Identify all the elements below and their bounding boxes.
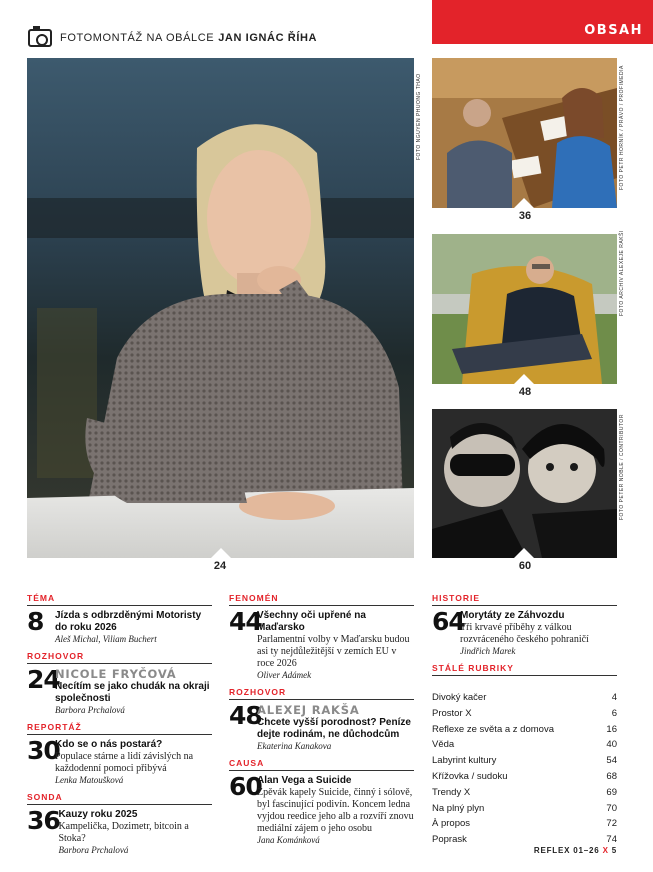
photo-page-number: 60 bbox=[518, 560, 532, 572]
page-number: 5 bbox=[611, 846, 617, 855]
photo-credit: FOTO PETR HORNÍK / PRÁVO / PROFIMEDIA bbox=[619, 65, 625, 190]
regular-section-name: À propos bbox=[432, 818, 471, 830]
regular-section-page: 68 bbox=[606, 770, 617, 782]
page-pointer bbox=[514, 548, 534, 558]
regular-section-page: 72 bbox=[606, 818, 617, 830]
magazine-issue: REFLEX 01–26 bbox=[533, 846, 600, 855]
toc-entry[interactable] bbox=[27, 738, 212, 786]
entry-title: Necítím se jako chudák na okraji společnosti bbox=[55, 681, 210, 704]
entry-author: Jindřich Marek bbox=[460, 646, 516, 656]
toc-entry[interactable] bbox=[432, 609, 617, 657]
photo-60 bbox=[432, 409, 617, 558]
regular-section-item[interactable] bbox=[432, 769, 617, 785]
regular-section-name: Prostor X bbox=[432, 707, 472, 719]
toc-entry[interactable] bbox=[27, 609, 212, 645]
photo-48 bbox=[432, 234, 617, 384]
regular-section-name: Křížovka / sudoku bbox=[432, 770, 508, 782]
entry-description: Kampelička, Dozimetr, bitcoin a Stoka? bbox=[58, 821, 189, 844]
regular-section-page: 74 bbox=[606, 834, 617, 846]
entry-title: Kdo se o nás postará? bbox=[55, 739, 163, 750]
toc-entry[interactable] bbox=[229, 774, 414, 846]
regular-section-item[interactable] bbox=[432, 753, 617, 769]
entry-description: Zpěvák kapely Suicide, činný i sólově, byl fascinující podivín. Koncem ledna vyjdou reedice jeho alb a rozvíří znovu mediální zájem o jeho osobu bbox=[257, 787, 414, 834]
section-label: HISTORIE bbox=[432, 593, 617, 606]
entry-person: NICOLE FRYČOVÁ bbox=[55, 667, 177, 681]
entry-description: Tři krvavé příběhy z válkou rozvráceného českého pohraničí bbox=[460, 622, 589, 645]
regular-section-name: Divoký kačer bbox=[432, 692, 487, 703]
brand-mark: X bbox=[602, 846, 609, 855]
page-pointer bbox=[514, 198, 534, 208]
section-label: ROZHOVOR bbox=[229, 687, 414, 700]
man-in-chair-image bbox=[432, 234, 617, 384]
toc-entry[interactable] bbox=[27, 808, 212, 856]
regular-section-item[interactable] bbox=[432, 722, 617, 738]
toc-entry[interactable] bbox=[229, 609, 414, 681]
portrait-woman-image bbox=[27, 58, 414, 558]
entry-author: Ekaterina Kanakova bbox=[257, 741, 332, 751]
page-footer bbox=[534, 846, 617, 855]
entry-author: Oliver Adámek bbox=[257, 670, 312, 680]
photo-credit: FOTO ARCHIV ALEXEJE RAKŠI bbox=[619, 230, 625, 316]
alan-vega-image bbox=[432, 409, 617, 558]
section-label: SONDA bbox=[27, 792, 212, 805]
entry-page: 64 bbox=[432, 607, 465, 636]
regular-section-name: Poprask bbox=[432, 834, 467, 846]
toc-column-2 bbox=[229, 593, 414, 852]
entry-description: Parlamentní volby v Maďarsku budou asi ty nejdůležitější v zemích EU v roce 2026 bbox=[257, 634, 410, 669]
photo-credit: FOTO PETER NOBLE / CONTRIBUTOR bbox=[619, 414, 625, 520]
regular-section-item[interactable] bbox=[432, 801, 617, 817]
camera-icon bbox=[28, 29, 52, 47]
photo-credit: FOTO NGUYEN PHUONG THAO bbox=[416, 73, 422, 160]
toc-entry[interactable] bbox=[27, 667, 212, 716]
entry-author: Lenka Matoušková bbox=[55, 775, 124, 785]
regular-section-name: Věda bbox=[432, 739, 455, 751]
regular-section-page: 6 bbox=[611, 707, 617, 719]
section-title: OBSAH bbox=[584, 23, 643, 38]
regular-section-item[interactable] bbox=[432, 706, 617, 722]
section-banner bbox=[432, 0, 653, 44]
section-label: ROZHOVOR bbox=[27, 651, 212, 664]
entry-page: 36 bbox=[27, 806, 60, 835]
regular-section-page: 54 bbox=[606, 755, 617, 767]
toc-column-3 bbox=[432, 593, 617, 848]
entry-page: 44 bbox=[229, 607, 262, 636]
section-label: STÁLÉ RUBRIKY bbox=[432, 663, 617, 676]
entry-title: Všechny oči upřené na Maďarsko bbox=[257, 610, 366, 633]
regular-section-name: Reflexe ze světa a z domova bbox=[432, 723, 554, 735]
section-label: TÉMA bbox=[27, 593, 212, 606]
entry-title: Alan Vega a Suicide bbox=[257, 775, 352, 786]
photo-page-number: 36 bbox=[518, 210, 532, 222]
entry-title: Chcete vyšší porodnost? Peníze dejte rodinám, ne důchodcům bbox=[257, 717, 411, 740]
section-label: FENOMÉN bbox=[229, 593, 414, 606]
regular-section-item[interactable] bbox=[432, 816, 617, 832]
regular-section-page: 4 bbox=[611, 692, 617, 703]
photo-page-number: 48 bbox=[518, 386, 532, 398]
photo-page-number: 24 bbox=[213, 560, 227, 572]
main-photo bbox=[27, 58, 414, 558]
page-pointer bbox=[211, 548, 231, 558]
regular-section-name: Labyrint kultury bbox=[432, 755, 497, 767]
toc-entry[interactable] bbox=[229, 703, 414, 752]
entry-description: Populace stárne a lidí závislých na každodenní pomoci přibývá bbox=[55, 751, 194, 774]
cover-credit-label: FOTOMONTÁŽ NA OBÁLCE bbox=[60, 32, 215, 44]
regular-section-name: Trendy X bbox=[432, 786, 471, 798]
regular-section-item[interactable] bbox=[432, 690, 617, 706]
entry-page: 60 bbox=[229, 772, 262, 801]
cover-credit-name: JAN IGNÁC ŘÍHA bbox=[218, 32, 318, 44]
cover-credit bbox=[28, 26, 317, 50]
section-label: REPORTÁŽ bbox=[27, 722, 212, 735]
regular-section-item[interactable] bbox=[432, 737, 617, 753]
entry-page: 30 bbox=[27, 736, 60, 765]
entry-author: Barbora Prchalová bbox=[55, 705, 125, 715]
courtroom-image bbox=[432, 58, 617, 208]
regular-section-page: 70 bbox=[606, 802, 617, 814]
entry-page: 48 bbox=[229, 701, 262, 730]
section-label: CAUSA bbox=[229, 758, 414, 771]
entry-title: Jízda s odbrzděnými Motoristy do roku 2026 bbox=[55, 610, 202, 633]
regular-section-page: 16 bbox=[606, 723, 617, 735]
entry-title: Morytáty ze Záhvozdu bbox=[460, 610, 565, 621]
entry-author: Jana Kománková bbox=[257, 835, 320, 845]
entry-page: 8 bbox=[27, 607, 44, 636]
entry-person: ALEXEJ RAKŠA bbox=[257, 703, 360, 717]
regular-section-page: 40 bbox=[606, 739, 617, 751]
entry-author: Barbora Prchalová bbox=[58, 845, 129, 855]
regular-section-item[interactable] bbox=[432, 785, 617, 801]
page-pointer bbox=[514, 374, 534, 384]
regular-section-name: Na plný plyn bbox=[432, 802, 485, 814]
regular-section-page: 69 bbox=[606, 786, 617, 798]
entry-author: Aleš Michal, Viliam Buchert bbox=[55, 634, 157, 644]
toc-column-1 bbox=[27, 593, 212, 862]
photo-36 bbox=[432, 58, 617, 208]
regular-sections-list bbox=[432, 690, 617, 848]
entry-page: 24 bbox=[27, 665, 60, 694]
entry-title: Kauzy roku 2025 bbox=[58, 809, 138, 820]
